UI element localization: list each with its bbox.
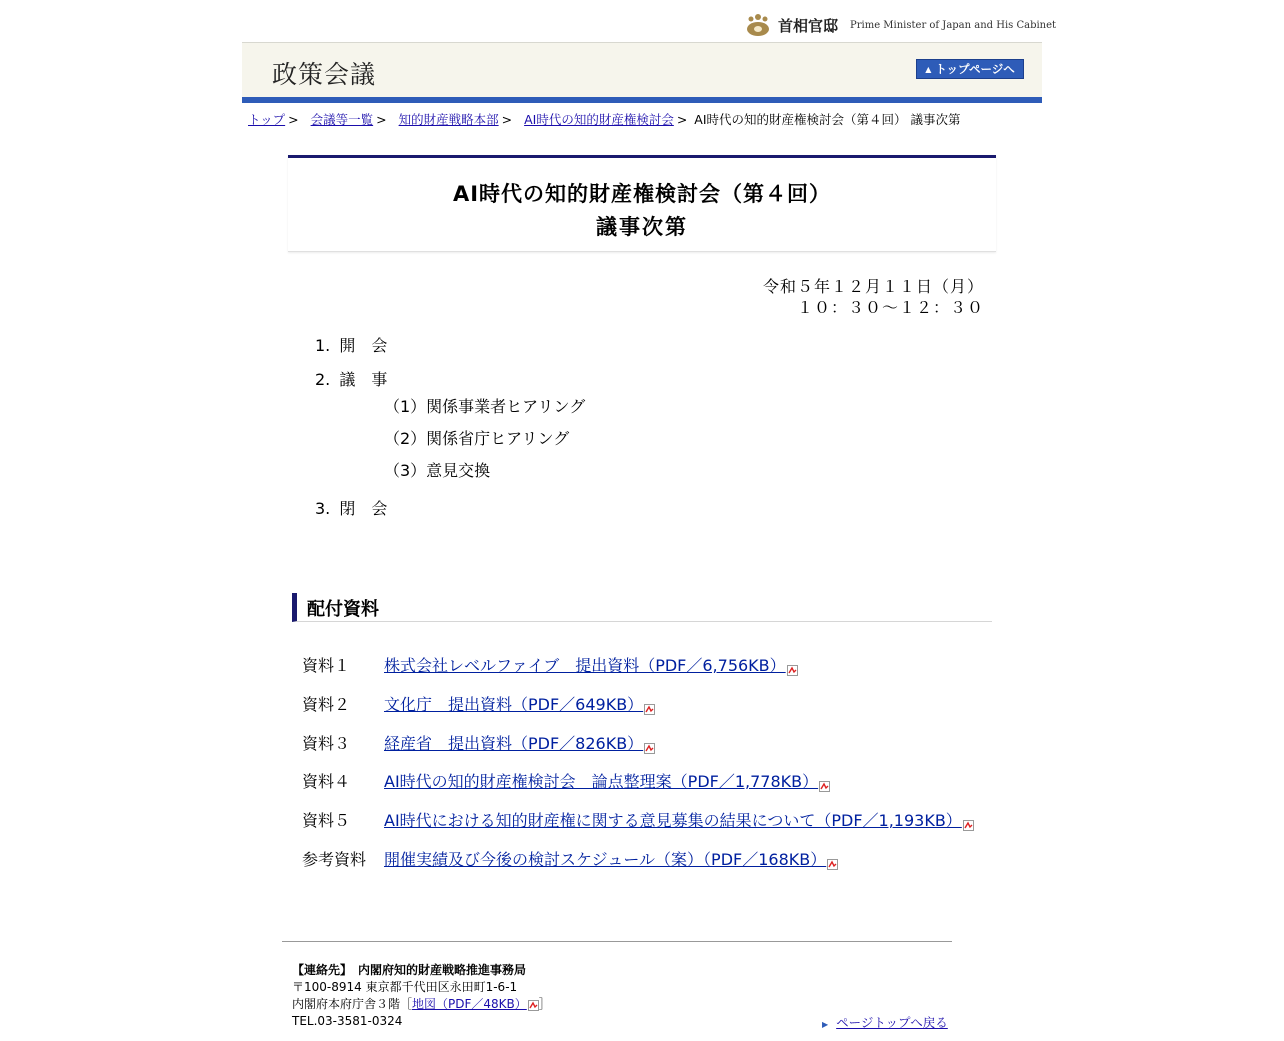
breadcrumb-current: AI時代の知的財産権検討会（第４回） 議事次第	[694, 112, 961, 127]
map-link[interactable]	[412, 997, 539, 1011]
paulownia-seal-icon	[744, 12, 772, 38]
documents-heading-text: 配付資料	[307, 599, 379, 620]
document-link[interactable]	[384, 847, 838, 870]
pdf-icon	[644, 700, 655, 711]
page-title-box	[288, 155, 996, 252]
page-top-link[interactable]	[822, 1013, 948, 1031]
footer-contact	[292, 962, 551, 1030]
page-top-link-text[interactable]: ページトップへ戻る	[836, 1015, 948, 1030]
meeting-date-day: 令和５年１２月１１日（月）	[762, 277, 984, 296]
breadcrumb-separator: >	[501, 112, 513, 127]
document-label: 参考資料	[302, 850, 367, 869]
documents-heading	[292, 593, 992, 622]
document-link[interactable]	[384, 692, 655, 715]
agenda-item-proceedings	[315, 367, 387, 390]
document-link[interactable]	[384, 808, 974, 831]
document-label: 資料４	[302, 772, 351, 791]
pdf-icon	[644, 739, 655, 750]
agenda-subitem-2: （2）関係省庁ヒアリング	[384, 429, 570, 448]
breadcrumb	[248, 110, 961, 128]
meeting-date	[763, 276, 984, 318]
document-label: 資料３	[302, 734, 351, 753]
brand-english: Prime Minister of Japan and His Cabinet	[850, 19, 1057, 31]
triangle-right-icon: ▶	[822, 1020, 829, 1029]
breadcrumb-separator: >	[376, 112, 387, 127]
agenda-subitem-3: （3）意見交換	[384, 461, 491, 480]
page-header	[242, 42, 1042, 98]
top-page-button-label: トップページへ	[935, 62, 1015, 76]
document-link-text: 開催実績及び今後の検討スケジュール（案）（PDF／168KB）	[384, 850, 827, 869]
contact-address: 〒100-8914 東京都千代田区永田町1-6-1	[292, 980, 518, 994]
map-link-text: 地図（PDF／48KB）	[412, 997, 527, 1011]
agenda-label: 議 事	[339, 370, 388, 389]
pdf-icon	[787, 661, 798, 672]
triangle-up-icon: ▲	[925, 64, 932, 74]
agenda-number: 2.	[315, 370, 331, 389]
document-link[interactable]	[384, 731, 655, 754]
document-label: 資料１	[302, 656, 351, 675]
meeting-date-time: １０：３０～１２：３０	[796, 298, 984, 317]
document-link[interactable]	[384, 769, 830, 792]
building-close: ］	[538, 997, 551, 1011]
agenda-number: 3.	[315, 499, 331, 518]
footer-divider	[282, 941, 952, 942]
pdf-icon	[827, 855, 838, 866]
pdf-icon	[528, 999, 539, 1010]
document-link-text: 文化庁 提出資料（PDF／649KB）	[384, 695, 644, 714]
breadcrumb-ai-ip-council[interactable]: AI時代の知的財産権検討会	[524, 112, 674, 127]
agenda-item-opening	[315, 333, 387, 356]
breadcrumb-meetings[interactable]: 会議等一覧	[310, 112, 374, 127]
header-divider	[242, 97, 1042, 103]
agenda-label: 閉 会	[339, 499, 388, 518]
brand-name: 首相官邸	[778, 16, 839, 35]
top-page-button[interactable]	[916, 59, 1024, 79]
site-brand[interactable]	[744, 12, 1056, 38]
contact-tel: TEL.03-3581-0324	[292, 1014, 403, 1028]
document-link[interactable]	[384, 653, 798, 676]
page-subtitle: 議事次第	[596, 215, 688, 239]
breadcrumb-separator: >	[676, 112, 688, 127]
breadcrumb-separator: >	[288, 112, 299, 127]
page-title: AI時代の知的財産権検討会（第４回）	[452, 182, 832, 206]
contact-building	[292, 996, 551, 1013]
document-label: 資料５	[302, 811, 351, 830]
document-link-text: 株式会社レベルファイブ 提出資料（PDF／6,756KB）	[384, 656, 786, 675]
section-title: 政策会議	[272, 60, 377, 89]
agenda-label: 開 会	[339, 336, 388, 355]
building-text: 内閣府本府庁舎３階［	[292, 997, 413, 1011]
agenda-subitem-1: （1）関係事業者ヒアリング	[384, 397, 586, 416]
agenda-number: 1.	[315, 336, 331, 355]
pdf-icon	[963, 816, 974, 827]
document-link-text: 経産省 提出資料（PDF／826KB）	[384, 734, 644, 753]
document-link-text: AI時代における知的財産権に関する意見募集の結果について（PDF／1,193KB）	[384, 811, 962, 830]
breadcrumb-top[interactable]: トップ	[248, 112, 286, 127]
agenda-item-closing	[315, 496, 387, 519]
document-label: 資料２	[302, 695, 351, 714]
document-link-text: AI時代の知的財産権検討会 論点整理案（PDF／1,778KB）	[384, 772, 819, 791]
pdf-icon	[819, 777, 830, 788]
breadcrumb-ip-headquarters[interactable]: 知的財産戦略本部	[398, 112, 499, 127]
contact-heading: 【連絡先】 内閣府知的財産戦略推進事務局	[292, 963, 527, 977]
